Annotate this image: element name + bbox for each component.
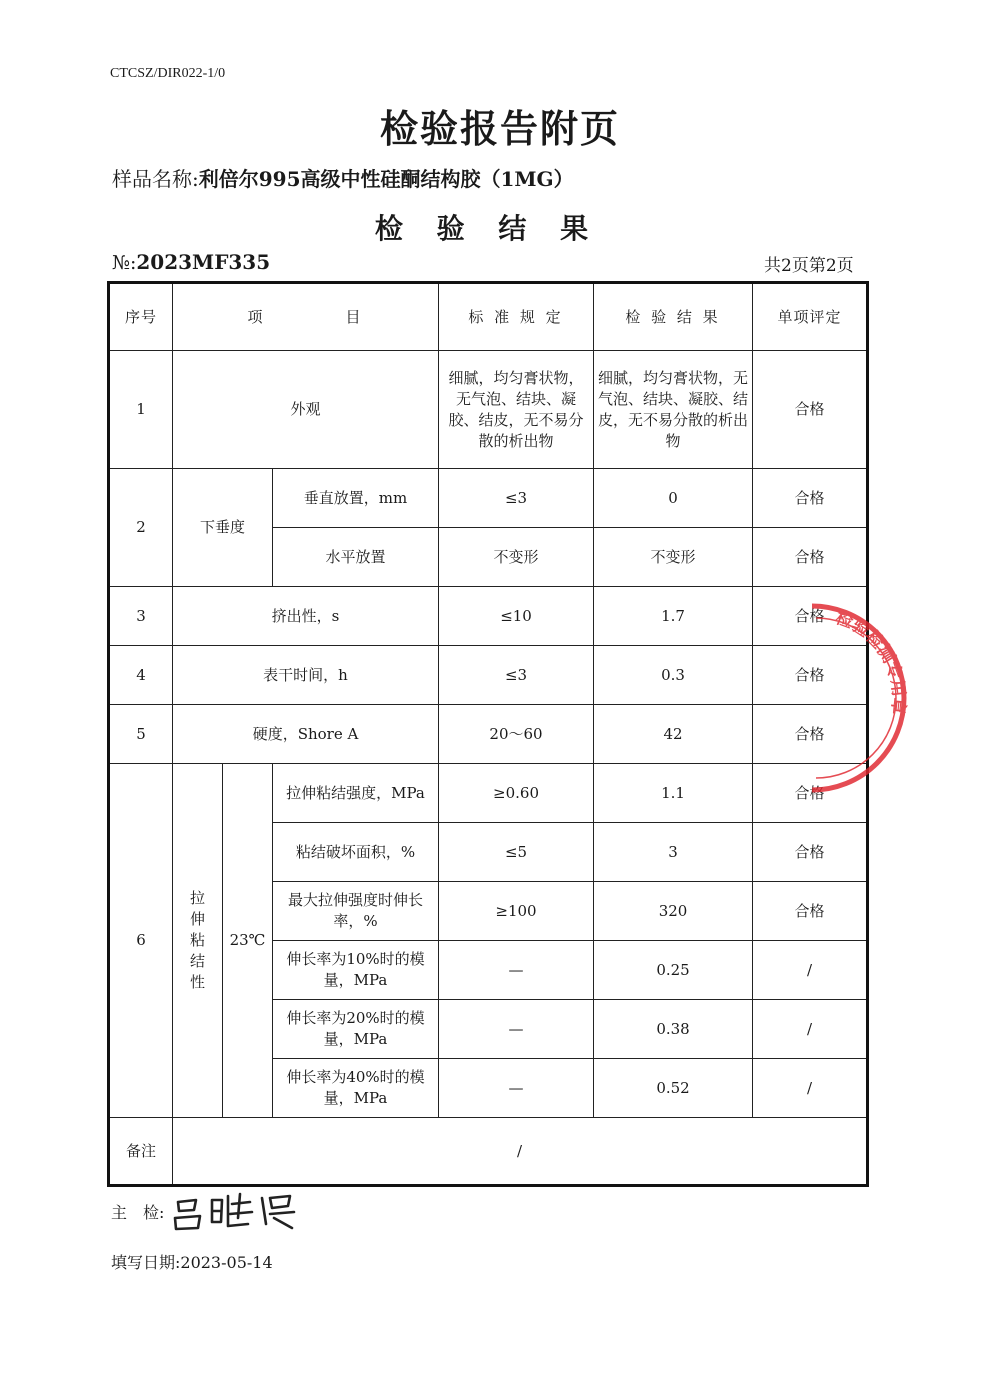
row-standard: ≤3 [439,469,594,528]
header-item-b: 目 [345,307,364,326]
row-standard: — [439,941,594,1000]
row-item: 挤出性，s [173,587,439,646]
row-group-text: 拉伸粘结性 [189,889,205,991]
row-result: 0.38 [594,1000,753,1059]
row-judgement: 合格 [753,646,868,705]
row-item: 表干时间，h [173,646,439,705]
row-judgement: 合格 [753,469,868,528]
row-standard: — [439,1000,594,1059]
table-row [109,764,868,823]
row-result: 1.1 [594,764,753,823]
table-row [109,646,868,705]
header-standard: 标 准 规 定 [439,283,594,351]
header-judgement: 单项评定 [753,283,868,351]
report-number-label: №: [112,252,137,274]
row-item: 伸长率为20%时的模量，MPa [273,1000,439,1059]
inspection-seal [760,598,910,798]
header-result: 检 验 结 果 [594,283,753,351]
row-item: 水平放置 [273,528,439,587]
row-condition: 23℃ [223,764,273,1118]
row-seq: 3 [109,587,173,646]
row-result: 不变形 [594,528,753,587]
row-judgement: / [753,941,868,1000]
remarks-row [109,1118,868,1186]
row-result: 0.3 [594,646,753,705]
results-table [107,281,869,1187]
remarks-label: 备注 [109,1118,173,1186]
row-judgement: / [753,1000,868,1059]
table-row [109,587,868,646]
row-item: 外观 [173,351,439,469]
sample-name-label: 样品名称: [112,167,199,191]
row-result: 1.7 [594,587,753,646]
report-number [112,250,270,274]
row-item: 垂直放置，mm [273,469,439,528]
row-item: 拉伸粘结强度，MPa [273,764,439,823]
row-group [173,764,223,1118]
row-judgement: / [753,1059,868,1118]
page-title: 检验报告附页 [379,106,620,151]
page-count: 共2页第2页 [764,256,854,276]
row-judgement: 合格 [753,587,868,646]
row-seq: 1 [109,351,173,469]
report-number-value: 2023MF335 [136,250,271,274]
row-standard: ≤5 [439,823,594,882]
row-standard: — [439,1059,594,1118]
row-judgement: 合格 [753,882,868,941]
row-seq: 4 [109,646,173,705]
row-item: 粘结破坏面积，% [273,823,439,882]
header-seq: 序号 [109,283,173,351]
row-standard: 不变形 [439,528,594,587]
row-seq: 6 [109,764,173,1118]
row-standard: ≥0.60 [439,764,594,823]
row-judgement: 合格 [753,764,868,823]
row-item: 伸长率为10%时的模量，MPa [273,941,439,1000]
remarks-value: / [173,1118,868,1186]
row-result: 3 [594,823,753,882]
row-result: 0.52 [594,1059,753,1118]
sample-name-line [112,163,574,192]
row-result: 320 [594,882,753,941]
row-result: 0 [594,469,753,528]
row-standard: ≥100 [439,882,594,941]
row-result: 0.25 [594,941,753,1000]
row-judgement: 合格 [753,351,868,469]
table-row [109,705,868,764]
row-result: 细腻，均匀膏状物，无气泡、结块、凝胶、结皮，无不易分散的析出物 [594,351,753,469]
fill-date: 填写日期:2023-05-14 [111,1253,273,1272]
sample-name-value: 利倍尔995高级中性硅酮结构胶（1MG） [198,167,574,191]
seal-text: 检验检测专用章 [832,607,909,716]
header-item-a: 项 [247,307,266,326]
row-standard: 20～60 [439,705,594,764]
table-row [109,469,868,528]
row-group: 下垂度 [173,469,273,587]
row-judgement: 合格 [753,823,868,882]
svg-text:检验检测专用章 [833,607,910,716]
row-result: 42 [594,705,753,764]
row-item: 硬度，Shore A [173,705,439,764]
row-item: 最大拉伸强度时伸长率，% [273,882,439,941]
table-row [109,351,868,469]
row-judgement: 合格 [753,705,868,764]
row-standard: ≤10 [439,587,594,646]
row-judgement: 合格 [753,528,868,587]
document-code: CTCSZ/DIR022-1/0 [110,66,226,81]
header-item [173,283,439,351]
table-header-row [109,283,868,351]
section-subtitle: 检 验 结 果 [374,212,601,245]
row-item: 伸长率为40%时的模量，MPa [273,1059,439,1118]
row-standard: ≤3 [439,646,594,705]
inspector-label: 主 检: [111,1203,165,1222]
row-standard: 细腻，均匀膏状物，无气泡、结块、凝胶、结皮，无不易分散的析出物 [439,351,594,469]
inspector-signature [170,1188,300,1236]
row-seq: 5 [109,705,173,764]
row-seq: 2 [109,469,173,587]
